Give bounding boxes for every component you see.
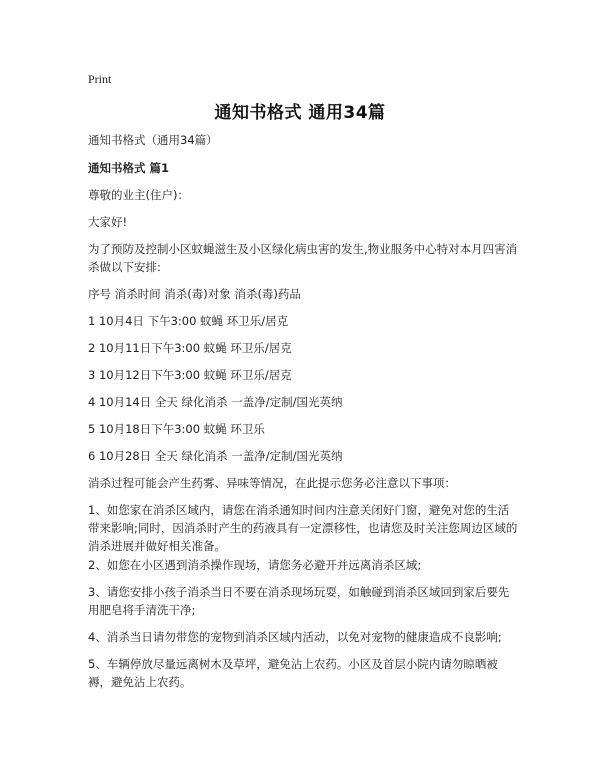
subtitle: 通知书格式（通用34篇） bbox=[88, 133, 218, 147]
schedule-row: 6 10月28日 全天 绿化消杀 一盖净/定制/国光英纳 bbox=[88, 449, 343, 463]
intro-paragraph: 为了预防及控制小区蚊蝇滋生及小区绿化病虫害的发生,物业服务中心特对本月四害消杀做以下安排: bbox=[88, 242, 518, 274]
schedule-row: 5 10月18日下午3:00 蚊蝇 环卫乐 bbox=[88, 422, 265, 436]
schedule-header: 序号 消杀时间 消杀(毒)对象 消杀(毒)药品 bbox=[88, 287, 301, 301]
section-heading: 通知书格式 篇1 bbox=[88, 161, 170, 175]
note-item: 1、如您家在消杀区域内，请您在消杀通知时间内注意关闭好门窗，避免对您的生活带来影响;同时，因消杀时产生的药液具有一定漂移性，也请您及时关注您周边区域的消杀进展并做好相关准备。 bbox=[88, 503, 518, 553]
print-label[interactable]: Print bbox=[88, 72, 112, 86]
schedule-row: 3 10月12日下午3:00 蚊蝇 环卫乐/居克 bbox=[88, 368, 292, 382]
notice-intro: 消杀过程可能会产生药雾、异味等情况，在此提示您务必注意以下事项： bbox=[88, 476, 456, 490]
note-item: 3、请您安排小孩子消杀当日不要在消杀现场玩耍，如触碰到消杀区域回到家后要先用肥皂将手清洗干净; bbox=[88, 585, 510, 617]
schedule-row: 4 10月14日 全天 绿化消杀 一盖净/定制/国光英纳 bbox=[88, 395, 343, 409]
schedule-row: 1 10月4日 下午3:00 蚊蝇 环卫乐/居克 bbox=[88, 314, 289, 328]
document-title: 通知书格式 通用34篇 bbox=[214, 103, 386, 123]
schedule-row: 2 10月11日下午3:00 蚊蝇 环卫乐/居克 bbox=[88, 341, 292, 355]
hello-line: 大家好! bbox=[88, 215, 128, 229]
greeting: 尊敬的业主(住户)： bbox=[88, 188, 189, 202]
note-item: 5、车辆停放尽量远离树木及草坪，避免沾上农药。小区及首层小院内请勿晾晒被褥，避免沾上农药。 bbox=[88, 657, 498, 689]
note-item: 2、如您在小区遇到消杀操作现场，请您务必避开并远离消杀区域; bbox=[88, 558, 422, 572]
note-item: 4、消杀当日请勿带您的宠物到消杀区域内活动，以免对宠物的健康造成不良影响; bbox=[88, 630, 502, 644]
